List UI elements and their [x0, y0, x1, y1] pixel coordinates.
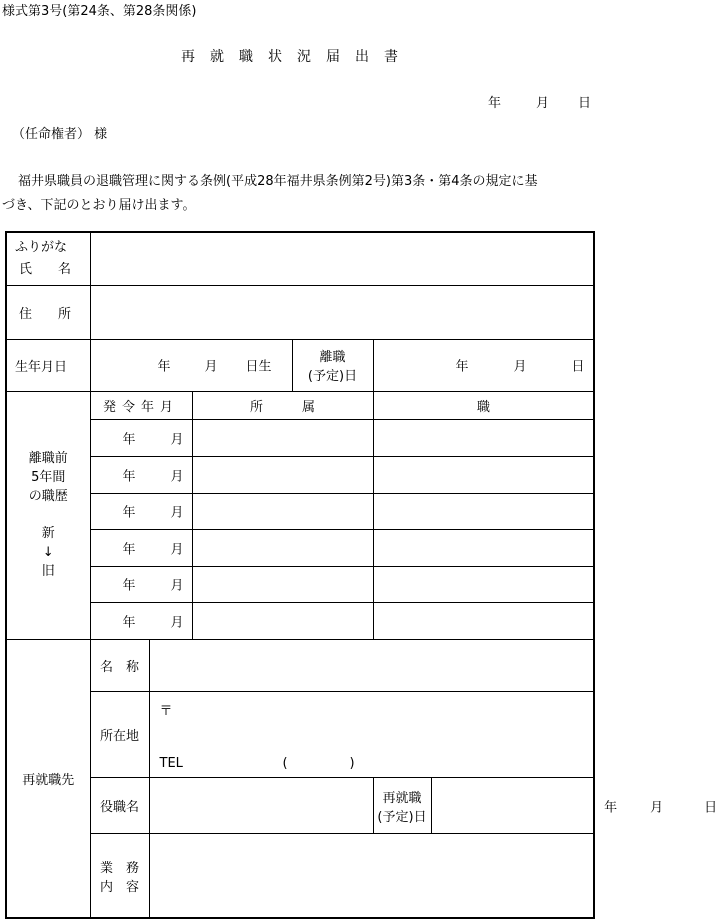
career-date-cell[interactable] [90, 419, 192, 456]
addressee: （任命権者） 様 [12, 127, 108, 142]
body-paragraph-line2: づき、下記のとおり届け出ます。 [2, 198, 196, 213]
career-department-cell[interactable] [192, 456, 373, 493]
career-year-label: 年 [122, 432, 136, 448]
career-date-cell[interactable] [90, 493, 192, 529]
career-year-label: 年 [122, 615, 136, 631]
birth-month-label: 月 [204, 359, 218, 375]
duties-field[interactable] [149, 834, 594, 918]
reemployment-start-label [373, 778, 431, 834]
career-label-line1: 離職前 [28, 451, 68, 467]
arrow-down-icon: ↓ [42, 545, 54, 561]
retirement-label-line1: 離職 [319, 350, 346, 366]
start-month-label: 月 [650, 800, 664, 816]
report-form-table [5, 231, 717, 919]
start-label-line2: (予定)日 [377, 809, 427, 825]
company-name-label: 名 称 [90, 640, 149, 692]
date-day-label: 日 [578, 96, 592, 111]
birth-year-label: 年 [157, 359, 171, 375]
career-year-label: 年 [122, 542, 136, 558]
career-month-label: 月 [170, 505, 184, 521]
retirement-date-field[interactable] [373, 339, 594, 391]
career-label-new: 新 [41, 526, 55, 542]
address-field[interactable] [90, 285, 594, 339]
start-date-spacer [431, 778, 594, 834]
duties-label [90, 834, 149, 918]
date-year-label: 年 [488, 96, 502, 111]
career-date-cell[interactable] [90, 602, 192, 639]
name-label: 氏 名 [19, 261, 72, 277]
career-post-cell[interactable] [373, 419, 594, 456]
career-year-label: 年 [122, 469, 136, 485]
career-date-cell[interactable] [90, 529, 192, 566]
reemployment-side-label: 再就職先 [6, 640, 90, 918]
date-month-label: 月 [536, 96, 550, 111]
career-date-cell[interactable] [90, 566, 192, 602]
career-post-cell[interactable] [373, 602, 594, 639]
career-year-label: 年 [122, 505, 136, 521]
career-department-cell[interactable] [192, 419, 373, 456]
birthdate-field[interactable] [90, 339, 292, 391]
career-month-label: 月 [170, 615, 184, 631]
birth-suffix-label: 日生 [245, 359, 272, 375]
tel-label: TEL [159, 756, 183, 772]
start-day-label: 日 [704, 800, 717, 816]
name-field[interactable] [90, 232, 594, 285]
form-number: 様式第3号(第24条、第28条関係) [2, 4, 197, 19]
retirement-date-label [292, 339, 373, 391]
career-month-label: 月 [170, 578, 184, 594]
duties-label-line2: 内 容 [99, 879, 139, 895]
career-header-department: 所 属 [192, 391, 373, 419]
career-label-old: 旧 [41, 564, 55, 580]
career-department-cell[interactable] [192, 566, 373, 602]
career-month-label: 月 [170, 469, 184, 485]
career-date-cell[interactable] [90, 456, 192, 493]
furigana-label: ふりがな [15, 239, 68, 255]
address-label: 住 所 [6, 285, 90, 339]
retirement-label-line2: (予定)日 [307, 369, 358, 385]
career-year-label: 年 [122, 578, 136, 594]
page-title: 再就職状況届出書 [181, 49, 413, 65]
start-year-label: 年 [604, 800, 618, 816]
company-location-field[interactable] [149, 692, 594, 778]
career-post-cell[interactable] [373, 456, 594, 493]
position-field[interactable] [149, 778, 373, 834]
career-label-line2: 5年間 [31, 470, 66, 486]
career-month-label: 月 [170, 542, 184, 558]
career-department-cell[interactable] [192, 529, 373, 566]
body-paragraph-line1: 福井県職員の退職管理に関する条例(平成28年福井県条例第2号)第3条・第4条の規定に基 [18, 174, 538, 189]
tel-paren-close: ) [349, 756, 355, 772]
career-month-label: 月 [170, 432, 184, 448]
duties-label-line1: 業 務 [99, 860, 139, 876]
tel-paren-open: ( [282, 756, 288, 772]
retire-day-label: 日 [571, 359, 585, 375]
career-post-cell[interactable] [373, 493, 594, 529]
career-header-post: 職 [373, 391, 594, 419]
career-department-cell[interactable] [192, 602, 373, 639]
retire-month-label: 月 [513, 359, 527, 375]
company-location-label: 所在地 [90, 692, 149, 778]
retire-year-label: 年 [455, 359, 469, 375]
company-name-field[interactable] [149, 640, 594, 692]
postal-mark-icon: 〒 [159, 704, 173, 720]
position-label: 役職名 [90, 778, 149, 834]
career-post-cell[interactable] [373, 566, 594, 602]
career-post-cell[interactable] [373, 529, 594, 566]
start-label-line1: 再就職 [382, 790, 422, 806]
name-label-cell [6, 232, 90, 285]
career-side-label [6, 391, 90, 639]
career-label-line3: の職歴 [28, 489, 68, 505]
career-header-date: 発令年月 [90, 391, 192, 419]
career-department-cell[interactable] [192, 493, 373, 529]
birthdate-label: 生年月日 [6, 339, 90, 391]
